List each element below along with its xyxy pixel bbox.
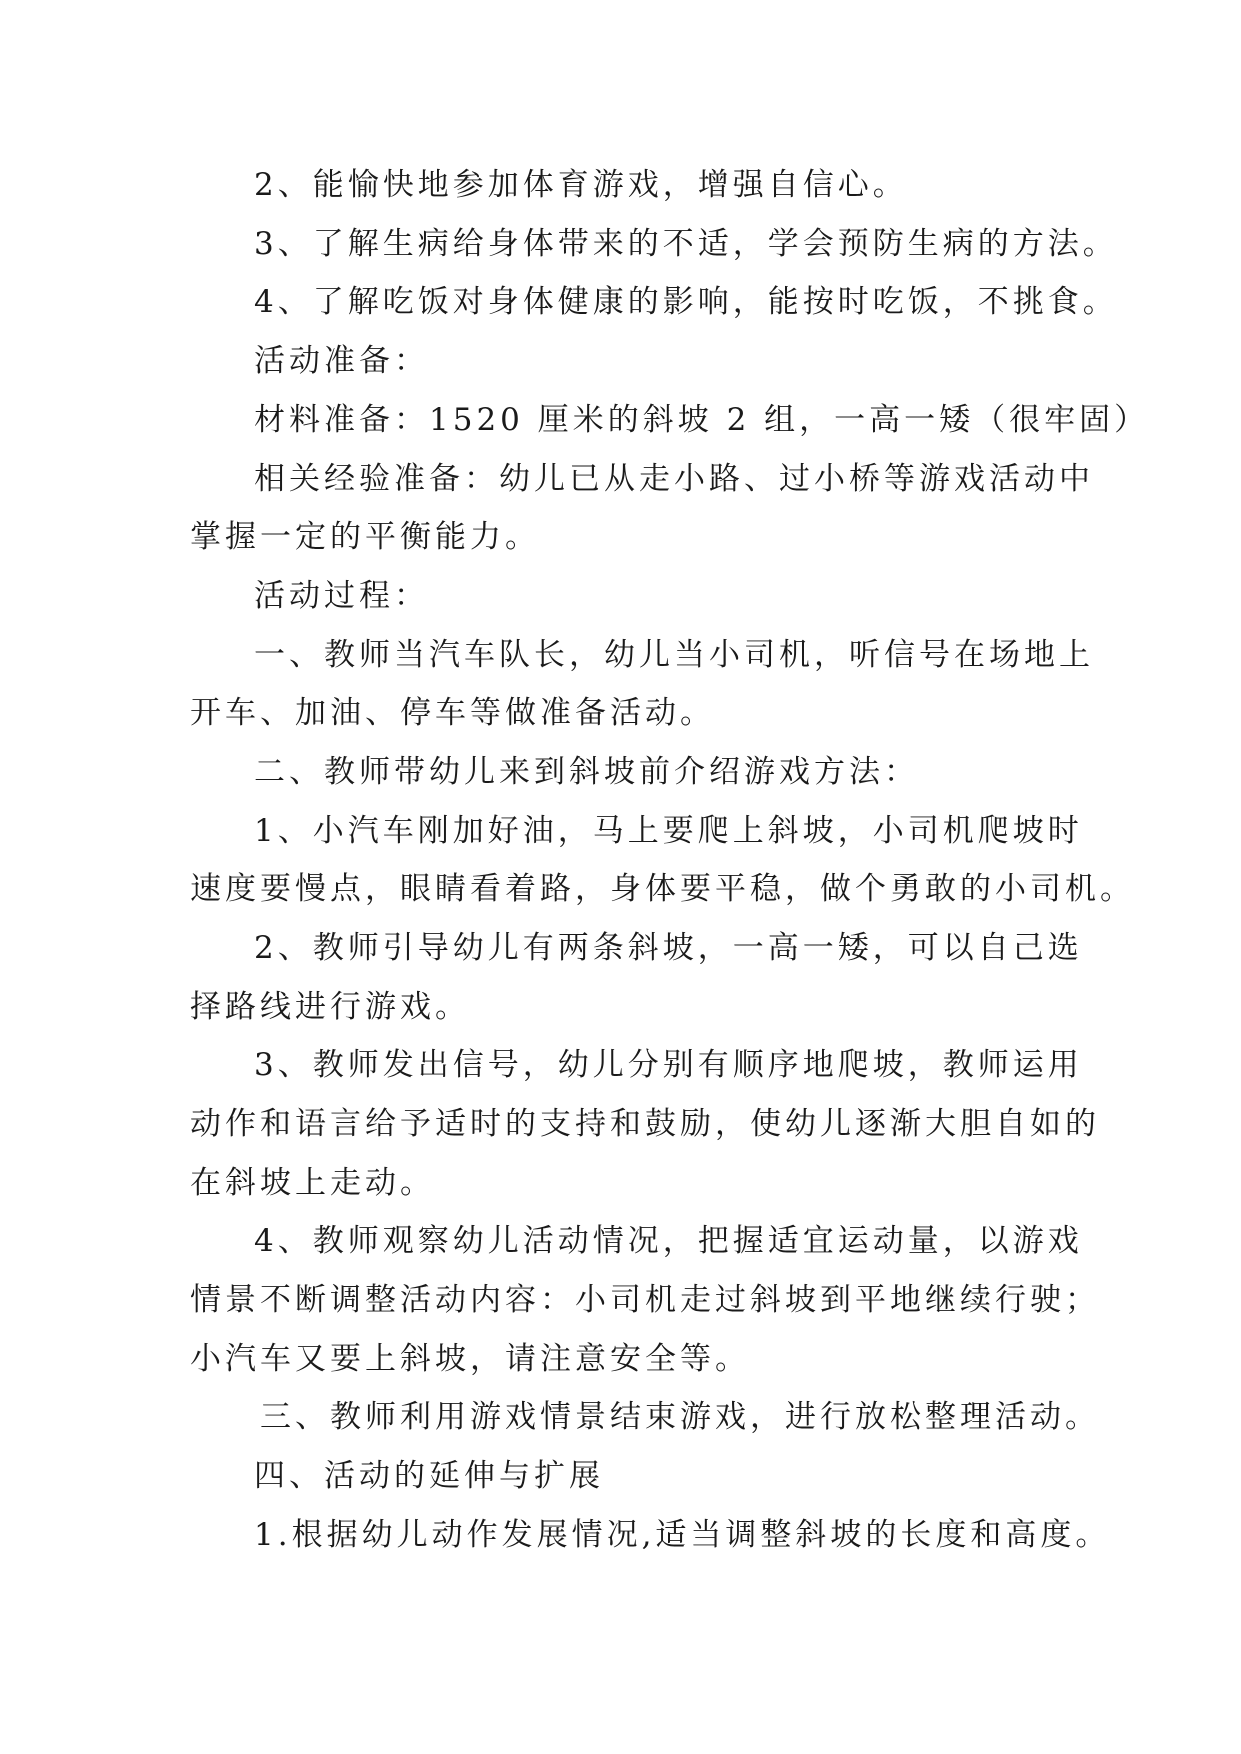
goal-line-4: 4、了解吃饭对身体健康的影响，能按时吃饭，不挑食。	[254, 284, 1118, 320]
section-heading-process: 活动过程：	[254, 578, 429, 614]
method-4-line-1: 4、教师观察幼儿活动情况，把握适宜运动量，以游戏	[254, 1223, 1083, 1259]
method-3-line-1: 3、教师发出信号，幼儿分别有顺序地爬坡，教师运用	[254, 1047, 1083, 1083]
method-3-line-3: 在斜坡上走动。	[190, 1165, 435, 1201]
method-4-line-3: 小汽车又要上斜坡，请注意安全等。	[190, 1341, 750, 1377]
step-one-line-2: 开车、加油、停车等做准备活动。	[190, 695, 715, 731]
method-4-line-2: 情景不断调整活动内容：小司机走过斜坡到平地继续行驶；	[190, 1282, 1100, 1318]
section-heading-preparation: 活动准备：	[254, 343, 429, 379]
goal-line-2: 2、能愉快地参加体育游戏，增强自信心。	[254, 167, 908, 203]
section-heading-extension: 四、活动的延伸与扩展	[254, 1458, 604, 1494]
experience-line-2: 掌握一定的平衡能力。	[190, 519, 540, 555]
goal-line-3: 3、了解生病给身体带来的不适，学会预防生病的方法。	[254, 226, 1118, 262]
step-three-line: 三、教师利用游戏情景结束游戏，进行放松整理活动。	[260, 1399, 1100, 1435]
experience-line-1: 相关经验准备：幼儿已从走小路、过小桥等游戏活动中	[254, 461, 1094, 497]
step-two-heading: 二、教师带幼儿来到斜坡前介绍游戏方法：	[254, 754, 919, 790]
step-one-line-1: 一、教师当汽车队长，幼儿当小司机，听信号在场地上	[254, 637, 1094, 673]
extension-line-1: 1.根据幼儿动作发展情况,适当调整斜坡的长度和高度。	[254, 1517, 1111, 1553]
method-1-line-1: 1、小汽车刚加好油，马上要爬上斜坡，小司机爬坡时	[254, 813, 1083, 849]
method-3-line-2: 动作和语言给予适时的支持和鼓励，使幼儿逐渐大胆自如的	[190, 1106, 1100, 1142]
materials-line: 材料准备：1520 厘米的斜坡 2 组，一高一矮（很牢固）	[254, 402, 1150, 438]
method-2-line-1: 2、教师引导幼儿有两条斜坡，一高一矮，可以自己选	[254, 930, 1083, 966]
method-1-line-2: 速度要慢点，眼睛看着路，身体要平稳，做个勇敢的小司机。	[190, 871, 1135, 907]
method-2-line-2: 择路线进行游戏。	[190, 989, 470, 1025]
